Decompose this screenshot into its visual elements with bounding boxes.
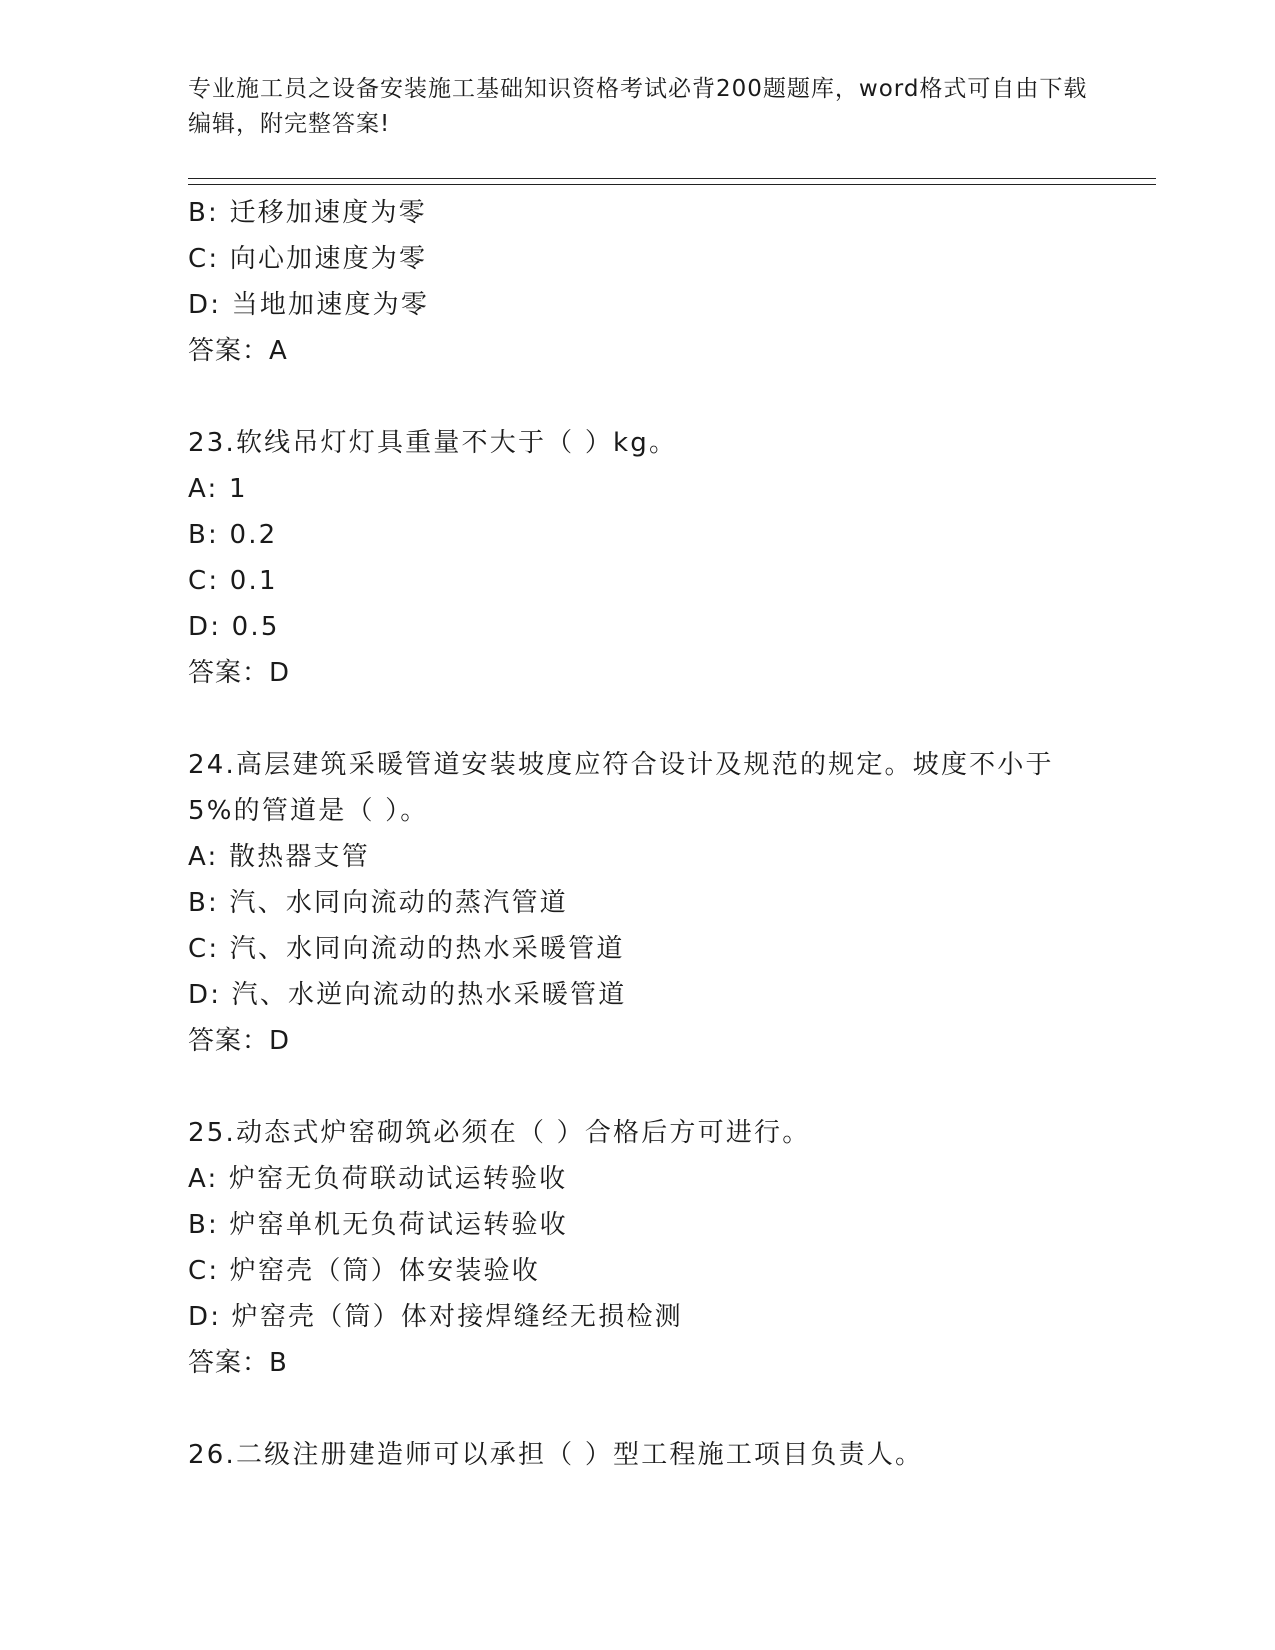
question-text: 25.动态式炉窑砌筑必须在（ ）合格后方可进行。 [188,1118,811,1148]
question-26 [188,1432,1148,1478]
option-a: A: 散热器支管 [188,842,370,872]
answer: 答案：A [188,336,288,366]
answer: 答案：D [188,1026,291,1056]
question-text: 26.二级注册建造师可以承担（ ）型工程施工项目负责人。 [188,1440,924,1470]
option-d: D: 当地加速度为零 [188,290,430,320]
spacer [188,1386,1148,1432]
option-b: B: 炉窑单机无负荷试运转验收 [188,1210,568,1240]
option-b: B: 迁移加速度为零 [188,198,427,228]
header-rule-top [188,178,1156,179]
question-text-line-2: 5%的管道是（ ）。 [188,796,429,826]
spacer [188,696,1148,742]
option-d: D: 炉窑壳（筒）体对接焊缝经无损检测 [188,1302,683,1332]
option-b: B: 汽、水同向流动的蒸汽管道 [188,888,568,918]
question-text-line-1: 24.高层建筑采暖管道安装坡度应符合设计及规范的规定。坡度不小于 [188,750,1054,780]
question-22-continued [188,190,1148,374]
document-header: 专业施工员之设备安装施工基础知识资格考试必背200题题库，word格式可自由下载编辑，附完整答案! [188,76,1088,137]
option-d: D: 0.5 [188,612,280,642]
question-text: 23.软线吊灯灯具重量不大于（ ）kg。 [188,428,678,458]
option-b: B: 0.2 [188,520,278,550]
question-list [188,190,1148,1478]
header-rule-bottom [188,184,1156,185]
question-23 [188,420,1148,696]
spacer [188,1064,1148,1110]
option-c: C: 汽、水同向流动的热水采暖管道 [188,934,625,964]
answer: 答案：B [188,1348,288,1378]
option-c: C: 向心加速度为零 [188,244,428,274]
option-c: C: 0.1 [188,566,278,596]
spacer [188,374,1148,420]
option-a: A: 1 [188,474,248,504]
question-24 [188,742,1148,1064]
option-d: D: 汽、水逆向流动的热水采暖管道 [188,980,627,1010]
option-a: A: 炉窑无负荷联动试运转验收 [188,1164,568,1194]
answer: 答案：D [188,658,291,688]
option-c: C: 炉窑壳（筒）体安装验收 [188,1256,540,1286]
question-25 [188,1110,1148,1386]
